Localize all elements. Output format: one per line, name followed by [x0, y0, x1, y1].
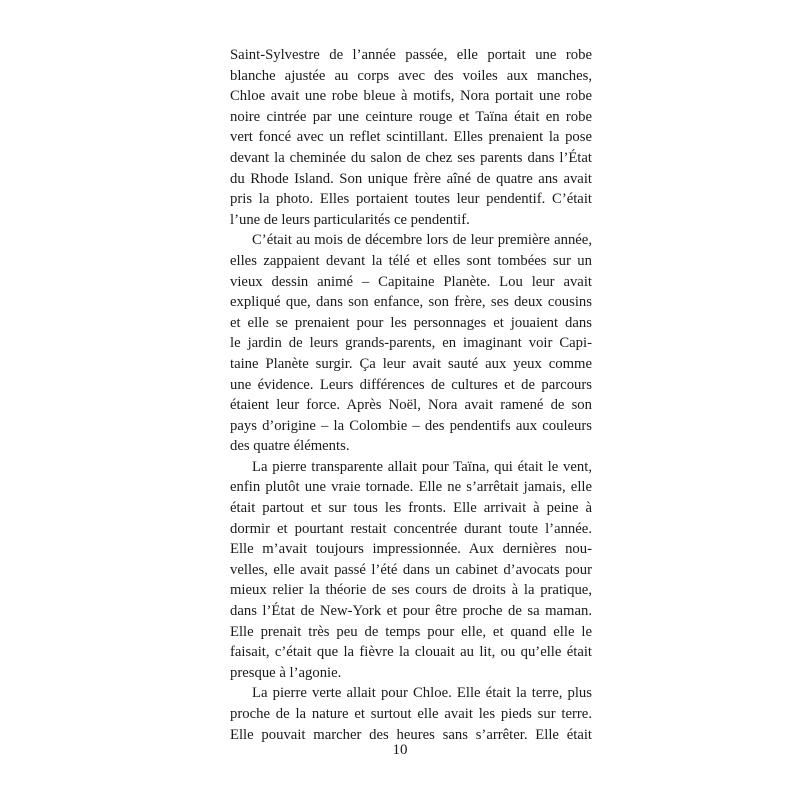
text-line: expliqué que, dans son enfance, son frère, ses deux cousins [230, 294, 592, 311]
text-line: Elle m’avait toujours impressionnée. Aux dernières nou- [230, 541, 592, 558]
text-line: dormir et pourtant restait concentrée durant toute l’année. [230, 520, 592, 537]
text-line: Elle prenait très peu de temps pour elle, et quand elle le [230, 623, 592, 640]
paragraph [230, 45, 592, 230]
text-line: vert foncé avec un reflet scintillant. Elles prenaient la pose [230, 129, 592, 146]
text-line: proche de la nature et surtout elle avait les pieds sur terre. [230, 706, 592, 722]
paragraph [230, 230, 592, 457]
text-line: Saint-Sylvestre de l’année passée, elle portait une robe [230, 47, 592, 63]
text-line: et elle se prenaient pour les personnages et jouaient dans [230, 314, 592, 331]
text-line: pris la photo. Elles portaient toutes leur pendentif. C’était [230, 191, 592, 208]
text-line: enfin plutôt une vraie tornade. Elle ne s’arrêtait jamais, elle [230, 479, 592, 496]
text-line: une évidence. Leurs différences de cultures et de parcours [230, 376, 592, 393]
text-line: l’une de leurs particularités ce pendentif. [230, 211, 470, 228]
text-line: des quatre éléments. [230, 438, 350, 455]
text-line: devant la cheminée du salon de chez ses parents dans l’État [230, 149, 592, 166]
page-number: 10 [392, 742, 408, 758]
text-line: La pierre transparente allait pour Taïna, qui était le vent, [252, 458, 592, 475]
text-line: elles zappaient devant la télé et elles sont tombées sur un [230, 252, 592, 269]
text-line: Elle pouvait marcher des heures sans s’arrêter. Elle était [230, 726, 592, 743]
text-line: pays d’origine – la Colombie – des pendentifs aux couleurs [230, 417, 592, 434]
text-line: blanche ajustée au corps avec des voiles aux manches, [230, 67, 592, 84]
text-line: velles, elle avait passé l’été dans un cabinet d’avocats pour [230, 561, 592, 578]
text-line: mieux relier la théorie de ses cours de droits à la pratique, [230, 582, 592, 599]
paragraph [230, 457, 592, 684]
text-line: La pierre verte allait pour Chloe. Elle était la terre, plus [252, 685, 592, 702]
body-text [230, 45, 592, 745]
text-line: étaient leur force. Après Noël, Nora avait ramené de son [230, 397, 592, 414]
text-line: du Rhode Island. Son unique frère aîné de quatre ans avait [230, 170, 592, 187]
text-line: taine Planète surgir. Ça leur avait sauté aux yeux comme [230, 355, 592, 372]
text-line: était partout et sur tous les fronts. Elle arrivait à peine à [230, 500, 592, 517]
text-line: presque à l’agonie. [230, 664, 342, 681]
text-line: le jardin de leurs grands-parents, en imaginant voir Capi- [230, 335, 592, 352]
text-line: noire cintrée par une ceinture rouge et Taïna était en robe [230, 108, 592, 125]
text-line: C’était au mois de décembre lors de leur première année, [252, 232, 592, 249]
text-line: vieux dessin animé – Capitaine Planète. Lou leur avait [230, 273, 592, 290]
text-line: faisait, c’était que la fièvre la clouait au lit, ou qu’elle était [230, 644, 592, 661]
paragraph [230, 683, 592, 745]
text-line: dans l’État de New-York et pour être proche de sa maman. [230, 603, 592, 620]
text-line: Chloe avait une robe bleue à motifs, Nora portait une robe [230, 88, 592, 105]
